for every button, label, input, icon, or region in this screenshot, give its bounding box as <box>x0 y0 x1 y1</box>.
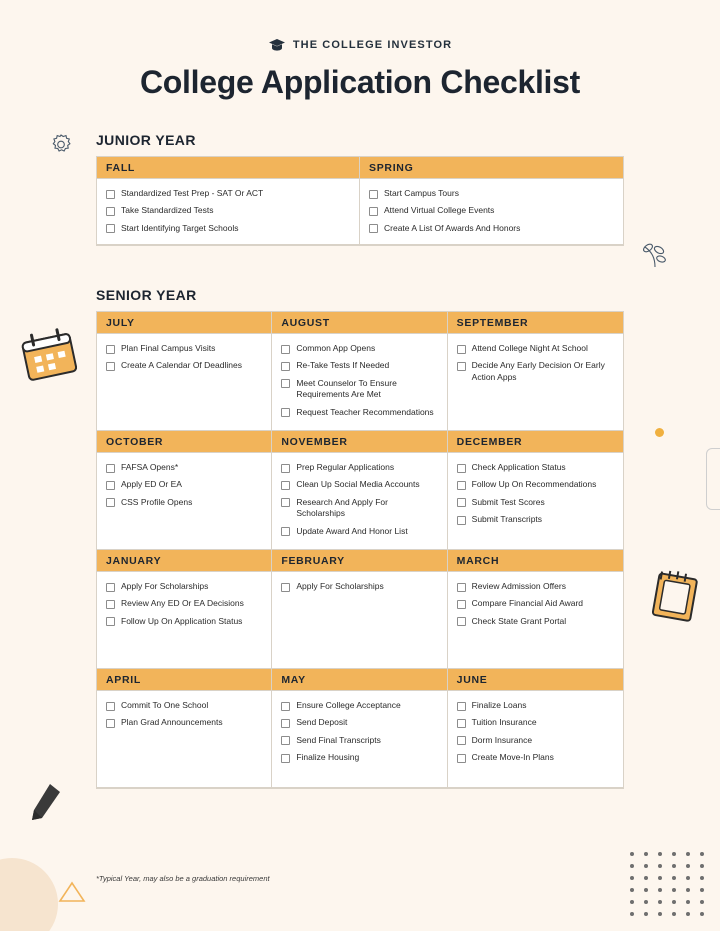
checkbox-icon[interactable] <box>457 362 466 371</box>
section-title-senior: SENIOR YEAR <box>96 287 197 303</box>
checklist-item-label: Apply For Scholarships <box>121 581 209 591</box>
junior-heading-fall: FALL <box>97 157 359 179</box>
checklist-item[interactable] <box>281 378 437 401</box>
checklist-item[interactable] <box>281 717 437 728</box>
senior-heading-september: SEPTEMBER <box>448 312 623 334</box>
checkbox-icon[interactable] <box>106 190 115 199</box>
junior-cell-fall <box>97 157 360 245</box>
checkbox-icon[interactable] <box>281 583 290 592</box>
checkbox-icon[interactable] <box>106 498 115 507</box>
checkbox-icon[interactable] <box>281 464 290 473</box>
notebook-icon <box>644 566 704 626</box>
checklist-item-label: Tuition Insurance <box>471 717 537 728</box>
senior-items-november <box>272 453 446 549</box>
checklist-item[interactable] <box>457 581 614 592</box>
checklist-item-label: Check State Grant Portal <box>471 615 567 626</box>
checkbox-icon[interactable] <box>106 583 115 592</box>
checklist-item[interactable] <box>281 526 437 537</box>
senior-year-grid <box>96 311 624 789</box>
checklist-item[interactable] <box>281 581 437 592</box>
checkbox-icon[interactable] <box>281 408 290 417</box>
checklist-item-label: Attend Virtual College Events <box>384 205 495 216</box>
checklist-item[interactable] <box>369 188 614 199</box>
senior-heading-march: MARCH <box>448 550 623 572</box>
calendar-icon <box>17 325 80 385</box>
dot-accent <box>655 428 664 437</box>
graduation-cap-icon <box>268 38 286 52</box>
checklist-item[interactable] <box>106 717 262 728</box>
senior-items-march <box>448 572 623 668</box>
checkbox-icon[interactable] <box>457 516 466 525</box>
pencil-icon <box>28 782 62 822</box>
checkbox-icon[interactable] <box>457 498 466 507</box>
checkbox-icon[interactable] <box>106 224 115 233</box>
senior-items-april <box>97 691 271 787</box>
checklist-item-label: Dorm Insurance <box>471 734 533 745</box>
checklist-item-label: Common App Opens <box>296 343 376 353</box>
checklist-item[interactable] <box>457 462 614 473</box>
checklist-item-label: Submit Test Scores <box>471 496 545 507</box>
senior-items-october <box>97 453 271 549</box>
checklist-item-label: Re-Take Tests If Needed <box>296 360 390 371</box>
section-title-junior: JUNIOR YEAR <box>96 132 196 148</box>
checklist-item[interactable] <box>106 479 262 490</box>
checkbox-icon[interactable] <box>281 719 290 728</box>
checklist-item-label: Plan Final Campus Visits <box>121 343 216 353</box>
checklist-item-label: Apply For Scholarships <box>296 581 384 591</box>
checkbox-icon[interactable] <box>281 362 290 371</box>
rounded-rect-accent <box>706 448 720 510</box>
junior-cell-spring <box>360 157 623 245</box>
senior-heading-may: MAY <box>272 669 446 691</box>
senior-items-august <box>272 334 446 430</box>
checklist-item[interactable] <box>457 735 614 746</box>
senior-items-september <box>448 334 623 430</box>
checklist-item-label: Apply ED Or EA <box>121 479 182 490</box>
checklist-item[interactable] <box>281 343 437 354</box>
checklist-item[interactable] <box>281 407 437 418</box>
checklist-item-label: Research And Apply For Scholarships <box>296 496 388 519</box>
checklist-item-label: Submit Transcripts <box>471 514 543 525</box>
checklist-item[interactable] <box>281 462 437 473</box>
senior-heading-april: APRIL <box>97 669 271 691</box>
checklist-item[interactable] <box>457 752 614 763</box>
checklist-item-label: Ensure College Acceptance <box>296 700 401 710</box>
checkbox-icon[interactable] <box>457 617 466 626</box>
senior-cell-june <box>448 669 623 788</box>
checkbox-icon[interactable] <box>457 481 466 490</box>
checkbox-icon[interactable] <box>369 190 378 199</box>
checkbox-icon[interactable] <box>281 527 290 536</box>
checkbox-icon[interactable] <box>281 481 290 490</box>
senior-cell-october <box>97 431 272 550</box>
checklist-item[interactable] <box>457 717 614 728</box>
junior-heading-spring: SPRING <box>360 157 623 179</box>
checklist-item[interactable] <box>457 343 614 354</box>
senior-heading-february: FEBRUARY <box>272 550 446 572</box>
checklist-item-label: Compare Financial Aid Award <box>471 598 584 609</box>
checklist-item[interactable] <box>106 360 262 371</box>
checkbox-icon[interactable] <box>106 617 115 626</box>
checkbox-icon[interactable] <box>106 481 115 490</box>
checklist-item[interactable] <box>457 700 614 711</box>
senior-cell-august <box>272 312 447 431</box>
senior-items-december <box>448 453 623 549</box>
checklist-item-label: Start Campus Tours <box>384 188 459 198</box>
checklist-item-label: Clean Up Social Media Accounts <box>296 479 420 490</box>
checklist-item-label: Update Award And Honor List <box>296 525 408 536</box>
checkbox-icon[interactable] <box>106 702 115 711</box>
checkbox-icon[interactable] <box>457 702 466 711</box>
senior-cell-january <box>97 550 272 669</box>
checklist-item[interactable] <box>281 752 437 763</box>
checklist-item[interactable] <box>106 497 262 508</box>
checklist-item-label: Request Teacher Recommendations <box>296 406 434 417</box>
checklist-item[interactable] <box>457 497 614 508</box>
checkbox-icon[interactable] <box>281 498 290 507</box>
checklist-item[interactable] <box>281 735 437 746</box>
checklist-item-label: Take Standardized Tests <box>121 205 214 216</box>
checkbox-icon[interactable] <box>106 345 115 354</box>
senior-items-february <box>272 572 446 668</box>
checkbox-icon[interactable] <box>281 702 290 711</box>
checklist-item[interactable] <box>106 205 350 216</box>
checklist-item-label: Standardized Test Prep - SAT Or ACT <box>121 188 264 198</box>
senior-cell-september <box>448 312 623 431</box>
leaf-sprig-icon <box>640 240 670 270</box>
senior-heading-july: JULY <box>97 312 271 334</box>
checklist-item[interactable] <box>457 598 614 609</box>
senior-cell-april <box>97 669 272 788</box>
checklist-item-label: Decide Any Early Decision Or Early Action Apps <box>471 360 605 382</box>
checklist-item[interactable] <box>281 700 437 711</box>
checklist-item-label: Prep Regular Applications <box>296 462 395 472</box>
checkbox-icon[interactable] <box>457 736 466 745</box>
checklist-item-label: Finalize Housing <box>296 752 360 763</box>
checklist-item[interactable] <box>106 581 262 592</box>
checklist-item-label: Finalize Loans <box>471 700 527 710</box>
checkbox-icon[interactable] <box>106 600 115 609</box>
checkbox-icon[interactable] <box>106 207 115 216</box>
checkbox-icon[interactable] <box>369 224 378 233</box>
checkbox-icon[interactable] <box>457 719 466 728</box>
checkbox-icon[interactable] <box>457 464 466 473</box>
senior-heading-august: AUGUST <box>272 312 446 334</box>
checklist-item-label: Attend College Night At School <box>471 343 588 353</box>
junior-items-fall <box>97 179 359 244</box>
checklist-item[interactable] <box>106 462 262 473</box>
triangle-icon <box>58 880 86 904</box>
senior-items-june <box>448 691 623 787</box>
senior-cell-may <box>272 669 447 788</box>
checklist-item[interactable] <box>106 616 262 627</box>
checkbox-icon[interactable] <box>281 379 290 388</box>
checklist-item[interactable] <box>457 616 614 627</box>
checklist-item[interactable] <box>106 223 350 234</box>
checklist-item-label: Review Admission Offers <box>471 581 566 591</box>
checklist-item[interactable] <box>106 188 350 199</box>
footnote: *Typical Year, may also be a graduation requirement <box>96 874 270 883</box>
senior-cell-march <box>448 550 623 669</box>
checklist-item-label: Commit To One School <box>121 700 209 710</box>
checkbox-icon[interactable] <box>457 754 466 763</box>
checklist-item-label: CSS Profile Opens <box>121 496 193 507</box>
checklist-item[interactable] <box>369 205 614 216</box>
checklist-item-label: Plan Grad Announcements <box>121 717 223 728</box>
checklist-item[interactable] <box>369 223 614 234</box>
brand-logo <box>0 38 720 52</box>
section-junior-year <box>96 132 624 246</box>
checklist-item[interactable] <box>457 479 614 490</box>
checklist-item[interactable] <box>281 479 437 490</box>
senior-heading-december: DECEMBER <box>448 431 623 453</box>
checklist-item-label: Check Application Status <box>471 462 566 472</box>
brand-name: THE COLLEGE INVESTOR <box>292 39 453 51</box>
checkbox-icon[interactable] <box>106 719 115 728</box>
checklist-item[interactable] <box>281 360 437 371</box>
checkbox-icon[interactable] <box>281 754 290 763</box>
gear-flower-icon <box>48 132 74 158</box>
checkbox-icon[interactable] <box>457 345 466 354</box>
checkbox-icon[interactable] <box>457 600 466 609</box>
checklist-item[interactable] <box>106 343 262 354</box>
checklist-item-label: Meet Counselor To Ensure Requirements Are Met <box>296 377 397 400</box>
senior-cell-november <box>272 431 447 550</box>
page-title: College Application Checklist <box>140 64 580 100</box>
senior-heading-october: OCTOBER <box>97 431 271 453</box>
checklist-item-label: FAFSA Opens* <box>121 462 179 472</box>
checkbox-icon[interactable] <box>457 583 466 592</box>
checklist-item[interactable] <box>106 598 262 609</box>
checklist-item-label: Follow Up On Recommendations <box>471 479 597 490</box>
senior-cell-july <box>97 312 272 431</box>
junior-year-grid <box>96 156 624 246</box>
checklist-item-label: Send Deposit <box>296 717 348 728</box>
checklist-item[interactable] <box>281 497 437 520</box>
checklist-item[interactable] <box>457 514 614 525</box>
circle-accent <box>0 858 58 931</box>
checkbox-icon[interactable] <box>281 736 290 745</box>
checklist-item-label: Create A Calendar Of Deadlines <box>121 360 242 371</box>
checklist-item[interactable] <box>457 360 614 383</box>
senior-cell-december <box>448 431 623 550</box>
senior-heading-june: JUNE <box>448 669 623 691</box>
junior-items-spring <box>360 179 623 244</box>
checkbox-icon[interactable] <box>281 345 290 354</box>
checklist-item[interactable] <box>106 700 262 711</box>
senior-heading-november: NOVEMBER <box>272 431 446 453</box>
senior-items-january <box>97 572 271 668</box>
senior-items-july <box>97 334 271 430</box>
checklist-item-label: Follow Up On Application Status <box>121 615 243 626</box>
checkbox-icon[interactable] <box>106 464 115 473</box>
checkbox-icon[interactable] <box>106 362 115 371</box>
checkbox-icon[interactable] <box>369 207 378 216</box>
checklist-item-label: Create Move-In Plans <box>471 752 554 763</box>
checklist-item-label: Review Any ED Or EA Decisions <box>121 598 244 609</box>
checklist-item-label: Start Identifying Target Schools <box>121 222 239 233</box>
senior-items-may <box>272 691 446 787</box>
section-senior-year <box>96 287 624 789</box>
checklist-item-label: Create A List Of Awards And Honors <box>384 222 521 233</box>
senior-heading-january: JANUARY <box>97 550 271 572</box>
checklist-item-label: Send Final Transcripts <box>296 734 381 745</box>
senior-cell-february <box>272 550 447 669</box>
dot-grid-accent <box>630 852 714 922</box>
